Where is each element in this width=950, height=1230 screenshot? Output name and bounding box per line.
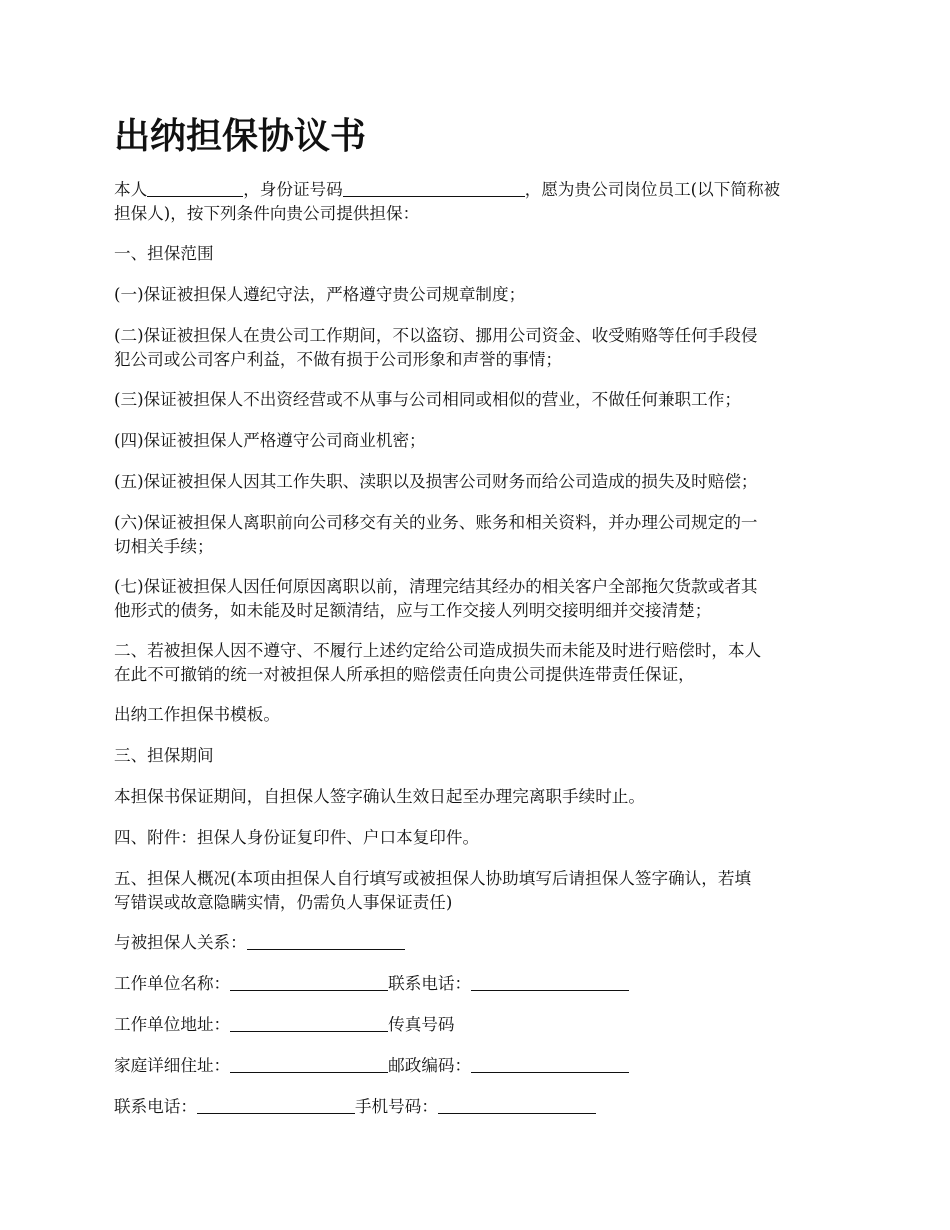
document-title: 出纳担保协议书 xyxy=(114,115,367,157)
document-body xyxy=(114,178,844,1136)
postcode-input[interactable] xyxy=(471,1054,629,1073)
relation-input[interactable] xyxy=(247,931,405,950)
section-2-line-1: 二、若被担保人因不遵守、不履行上述约定给公司造成损失而未能及时进行赔偿时，本人 xyxy=(114,641,762,660)
clause-7-line-1: (七)保证被担保人因任何原因离职以前，清理完结其经办的相关客户全部拖欠货款或者其 xyxy=(114,577,758,596)
clause-6 xyxy=(114,511,844,559)
section-5-line-2: 写错误或故意隐瞒实情，仍需负人事保证责任) xyxy=(114,893,453,912)
employer-name-row xyxy=(114,972,844,996)
template-note: 出纳工作担保书模板。 xyxy=(114,705,280,724)
employer-name-input[interactable] xyxy=(230,972,388,991)
clause-2-line-1: (二)保证被担保人在贵公司工作期间，不以盗窃、挪用公司资金、收受贿赂等任何手段侵 xyxy=(114,326,758,345)
home-address-label: 家庭详细住址： xyxy=(114,1056,231,1075)
relation-label: 与被担保人关系： xyxy=(114,933,247,952)
intro-text-1: 本人 xyxy=(114,180,148,199)
contact-phone-label: 联系电话： xyxy=(388,974,472,993)
intro-text-2: ，身份证号码 xyxy=(243,180,343,199)
phone-row xyxy=(114,1095,844,1119)
home-address-row xyxy=(114,1054,844,1078)
section-2-line-2: 在此不可撤销的统一对被担保人所承担的赔偿责任向贵公司提供连带责任保证， xyxy=(114,665,695,684)
intro-paragraph xyxy=(114,178,844,226)
intro-line-1 xyxy=(114,178,844,202)
section-5-line-1: 五、担保人概况(本项由担保人自行填写或被担保人协助填写后请担保人签字确认，若填 xyxy=(114,869,752,888)
fax-label: 传真号码 xyxy=(388,1015,455,1034)
clause-7 xyxy=(114,575,844,623)
clause-1: (一)保证被担保人遵纪守法，严格遵守贵公司规章制度； xyxy=(114,285,526,304)
relation-row xyxy=(114,931,844,955)
id-number-blank[interactable] xyxy=(343,178,525,197)
postcode-label: 邮政编码： xyxy=(388,1056,472,1075)
employer-address-row xyxy=(114,1013,844,1037)
contact-phone-label-2: 联系电话： xyxy=(114,1097,197,1116)
intro-line-2: 担保人)，按下列条件向贵公司提供担保： xyxy=(114,204,420,223)
mobile-label: 手机号码： xyxy=(354,1097,438,1116)
section-4-text: 四、附件：担保人身份证复印件、户口本复印件。 xyxy=(114,828,480,847)
clause-6-line-1: (六)保证被担保人离职前向公司移交有关的业务、账务和相关资料，并办理公司规定的一 xyxy=(114,513,758,532)
intro-text-3: ，愿为贵公司岗位员工(以下简称被 xyxy=(524,180,781,199)
clause-2-line-2: 犯公司或公司客户利益，不做有损于公司形象和声誉的事情； xyxy=(114,350,563,369)
name-blank[interactable] xyxy=(147,178,243,197)
clause-2 xyxy=(114,324,844,372)
home-address-input[interactable] xyxy=(230,1054,388,1073)
clause-5: (五)保证被担保人因其工作失职、渎职以及损害公司财务而给公司造成的损失及时赔偿； xyxy=(114,472,758,491)
contact-phone-input-2[interactable] xyxy=(197,1095,355,1114)
clause-4: (四)保证被担保人严格遵守公司商业机密； xyxy=(114,431,426,450)
employer-address-label: 工作单位地址： xyxy=(114,1015,231,1034)
clause-6-line-2: 切相关手续； xyxy=(114,537,214,556)
employer-name-label: 工作单位名称： xyxy=(114,974,231,993)
clause-7-line-2: 他形式的债务，如未能及时足额清结，应与工作交接人列明交接明细并交接清楚； xyxy=(114,601,712,620)
clause-3: (三)保证被担保人不出资经营或不从事与公司相同或相似的营业，不做任何兼职工作； xyxy=(114,390,741,409)
section-2 xyxy=(114,639,844,687)
section-5 xyxy=(114,867,844,915)
section-1-heading: 一、担保范围 xyxy=(114,244,214,263)
mobile-input[interactable] xyxy=(438,1095,596,1114)
contact-phone-input[interactable] xyxy=(471,972,629,991)
section-3-heading: 三、担保期间 xyxy=(114,746,214,765)
employer-address-input[interactable] xyxy=(230,1013,388,1032)
section-3-text: 本担保书保证期间，自担保人签字确认生效日起至办理完离职手续时止。 xyxy=(114,787,645,806)
